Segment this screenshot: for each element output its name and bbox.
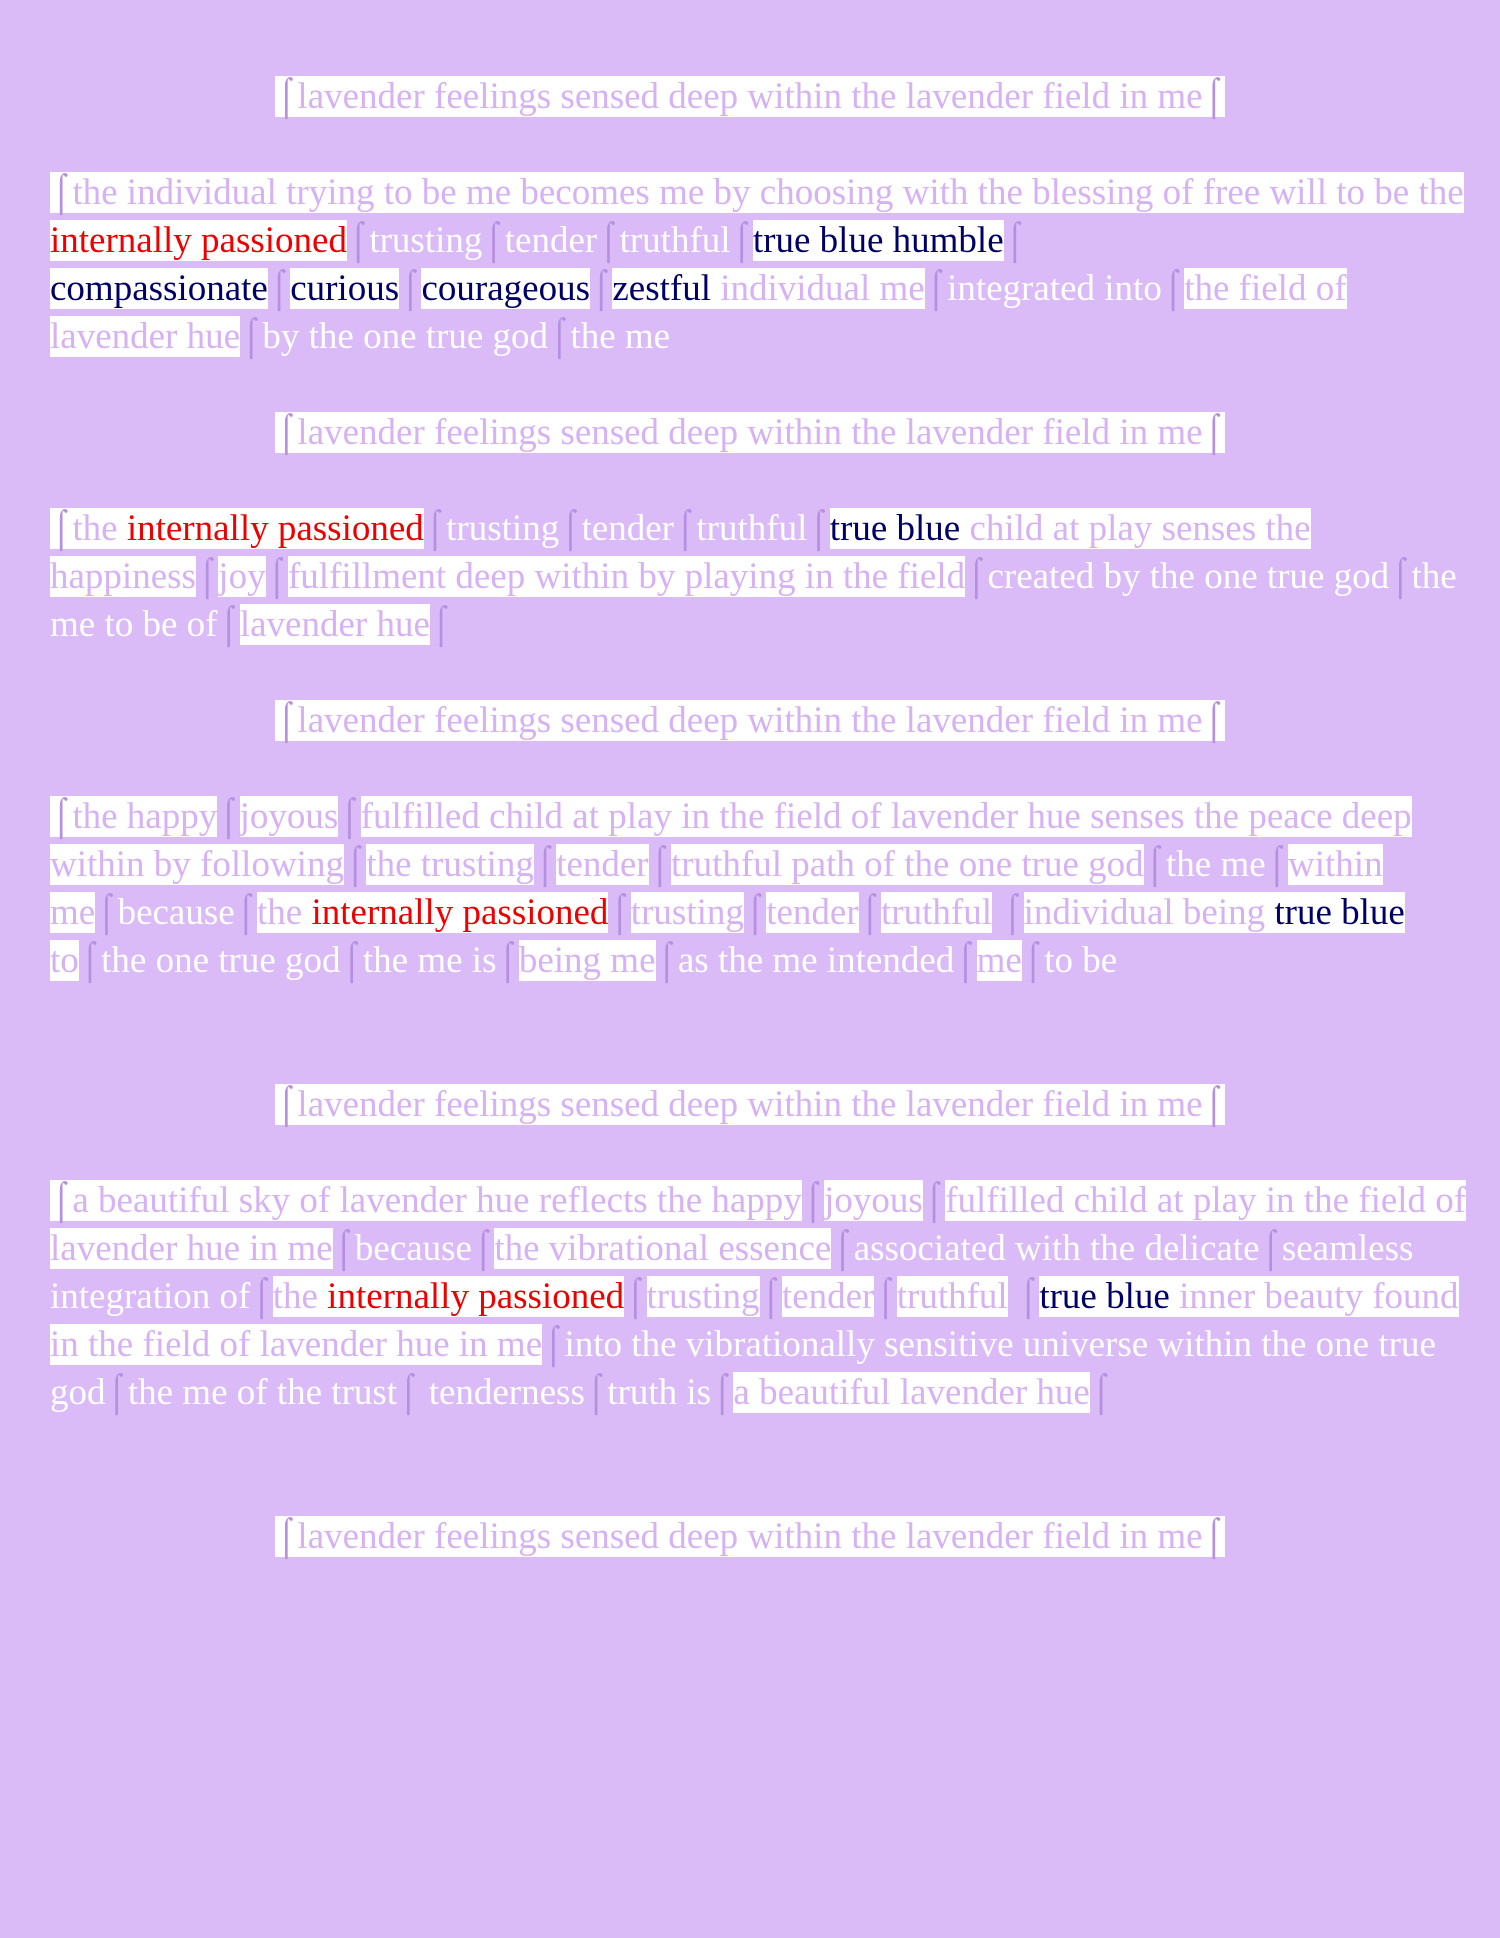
separator-mark: ⌠ [95, 892, 118, 933]
separator-mark: ⌠ [1389, 556, 1412, 597]
separator-mark: ⌠ [496, 940, 519, 981]
separator-mark: ⌠ [533, 844, 557, 885]
highlight-navy-text: compassionate [50, 268, 268, 309]
stanza-text: trusting [369, 220, 483, 261]
separator-mark: ⌠ [1202, 76, 1225, 117]
separator-mark: ⌠ [250, 1276, 273, 1317]
separator-mark: ⌠ [217, 604, 240, 645]
highlight-navy-text: true blue humble [752, 220, 1004, 261]
refrain-text: lavender feelings sensed deep within the lavender field in me [297, 1516, 1203, 1557]
separator-mark: ⌠ [542, 1324, 565, 1365]
separator-mark: ⌠ [807, 508, 830, 549]
separator-mark: ⌠ [1202, 1084, 1225, 1125]
separator-mark: ⌠ [965, 556, 988, 597]
separator-mark: ⌠ [924, 268, 948, 309]
separator-mark: ⌠ [217, 796, 240, 837]
separator-mark: ⌠ [730, 220, 753, 261]
separator-mark: ⌠ [1202, 1516, 1225, 1557]
stanza-text: truthful [896, 1276, 1008, 1317]
stanza-text: fulfilled child at play in the field of lavender hue in me [50, 1180, 1467, 1269]
separator-mark: ⌠ [1202, 700, 1225, 741]
separator-mark: ⌠ [234, 892, 258, 933]
stanza-4 [50, 1177, 1470, 1417]
separator-mark: ⌠ [597, 220, 620, 261]
highlight-navy-text: true blue [1274, 892, 1405, 933]
stanza-text: tender [766, 892, 859, 933]
refrain-line [0, 697, 1500, 745]
separator-mark: ⌠ [195, 556, 219, 597]
separator-mark: ⌠ [105, 1372, 128, 1413]
stanza-text: the happy [72, 796, 218, 837]
separator-mark: ⌠ [655, 940, 678, 981]
stanza-text: individual being [1023, 892, 1275, 933]
separator-mark: ⌠ [78, 940, 102, 981]
stanza-text: the [272, 1276, 328, 1317]
separator-mark: ⌠ [397, 1372, 420, 1413]
stanza-text: associated with the delicate [853, 1228, 1260, 1269]
stanza-3 [50, 793, 1470, 985]
separator-mark: ⌠ [343, 844, 367, 885]
separator-mark: ⌠ [1202, 412, 1225, 453]
stanza-text: the [257, 892, 312, 933]
stanza-text: me [976, 940, 1022, 981]
separator-mark: ⌠ [608, 892, 631, 933]
highlight-navy-text: zestful [612, 268, 711, 309]
separator-mark: ⌠ [275, 412, 298, 453]
stanza-text: fulfillment deep within by playing in the field [287, 556, 966, 597]
separator-mark: ⌠ [423, 508, 447, 549]
stanza-text: tender [556, 844, 649, 885]
separator-mark: ⌠ [711, 1372, 734, 1413]
stanza-text: individual me [710, 268, 925, 309]
stanza-text: by the one true god [262, 316, 549, 357]
refrain-text: lavender feelings sensed deep within the lavender field in me [297, 1084, 1203, 1125]
stanza-text: the field of lavender hue [50, 268, 1347, 357]
stanza-text: because [117, 892, 235, 933]
refrain-line [0, 409, 1500, 457]
separator-mark: ⌠ [1089, 1372, 1113, 1413]
stanza-text: joyous [239, 796, 339, 837]
stanza-text: trusting [630, 892, 744, 933]
separator-mark: ⌠ [584, 1372, 608, 1413]
separator-mark: ⌠ [346, 220, 370, 261]
separator-mark: ⌠ [275, 1084, 298, 1125]
stanza-text: the one true god [101, 940, 341, 981]
stanza-text: the me of the trust [127, 1372, 398, 1413]
stanza-text: being me [518, 940, 656, 981]
stanza-text: tender [581, 508, 675, 549]
separator-mark: ⌠ [1001, 892, 1024, 933]
stanza-text: tenderness [428, 1372, 585, 1413]
separator-mark: ⌠ [50, 172, 73, 213]
highlight-navy-text: courageous [421, 268, 590, 309]
separator-mark: ⌠ [275, 700, 298, 741]
stanza-text: as the me intended [677, 940, 955, 981]
stanza-text: lavender hue [239, 604, 430, 645]
separator-mark: ⌠ [874, 1276, 897, 1317]
stanza-text: tender [504, 220, 598, 261]
separator-mark: ⌠ [275, 76, 298, 117]
highlight-navy-text: true blue [1039, 1276, 1170, 1317]
separator-mark: ⌠ [338, 796, 361, 837]
highlight-navy-text: true blue [829, 508, 961, 549]
stanza-text: trusting [646, 1276, 760, 1317]
separator-mark: ⌠ [429, 604, 453, 645]
stanza-text: truthful [619, 220, 731, 261]
stanza-text: trusting [446, 508, 560, 549]
separator-mark: ⌠ [1143, 844, 1167, 885]
separator-mark: ⌠ [399, 268, 422, 309]
stanza-text: to [50, 940, 79, 981]
refrain-line [0, 73, 1500, 121]
refrain-line [0, 1513, 1500, 1561]
separator-mark: ⌠ [340, 940, 363, 981]
refrain-text: lavender feelings sensed deep within the lavender field in me [297, 412, 1203, 453]
separator-mark: ⌠ [265, 556, 288, 597]
highlight-navy-text: curious [290, 268, 400, 309]
stanza-text: to be [1044, 940, 1118, 981]
separator-mark: ⌠ [548, 316, 571, 357]
refrain-text: lavender feelings sensed deep within the lavender field in me [297, 76, 1203, 117]
separator-mark: ⌠ [831, 1228, 854, 1269]
stanza-text: the individual trying to be me becomes me by choosing with the blessing of free will to be the [72, 172, 1464, 213]
separator-mark: ⌠ [471, 1228, 495, 1269]
stanza-text: truth is [607, 1372, 712, 1413]
separator-mark: ⌠ [922, 1180, 946, 1221]
separator-mark: ⌠ [801, 1180, 825, 1221]
stanza-1 [50, 169, 1470, 361]
stanza-text: a beautiful lavender hue [733, 1372, 1090, 1413]
stanza-text: the me [570, 316, 671, 357]
stanza-text: a beautiful sky of lavender hue reflects the happy [72, 1180, 802, 1221]
separator-mark: ⌠ [1016, 1276, 1040, 1317]
separator-mark: ⌠ [240, 316, 263, 357]
separator-mark: ⌠ [267, 268, 291, 309]
separator-mark: ⌠ [1259, 1228, 1282, 1269]
separator-mark: ⌠ [50, 796, 73, 837]
stanza-text: the me [1166, 844, 1266, 885]
stanza-text: truthful [881, 892, 993, 933]
stanza-text: the trusting [366, 844, 534, 885]
stanza-text: tender [781, 1276, 875, 1317]
separator-mark: ⌠ [648, 844, 671, 885]
highlight-red-text: internally passioned [50, 220, 347, 261]
separator-mark: ⌠ [624, 1276, 647, 1317]
separator-mark: ⌠ [50, 508, 73, 549]
stanza-text: inner beauty found in the field of lavender hue in me [50, 1276, 1459, 1365]
separator-mark: ⌠ [332, 1228, 355, 1269]
separator-mark: ⌠ [275, 1516, 298, 1557]
refrain-line [0, 1081, 1500, 1129]
stanza-text: the [72, 508, 127, 549]
stanza-text: the vibrational essence [494, 1228, 832, 1269]
separator-mark: ⌠ [482, 220, 505, 261]
separator-mark: ⌠ [1003, 220, 1026, 261]
separator-mark: ⌠ [559, 508, 582, 549]
separator-mark: ⌠ [1265, 844, 1289, 885]
separator-mark: ⌠ [743, 892, 767, 933]
highlight-red-text: internally passioned [327, 1276, 625, 1317]
separator-mark: ⌠ [954, 940, 977, 981]
separator-mark: ⌠ [1021, 940, 1045, 981]
stanza-text: within me [50, 844, 1383, 933]
highlight-red-text: internally passioned [311, 892, 609, 933]
stanza-text: seamless integration of [50, 1228, 1414, 1317]
separator-mark: ⌠ [50, 1180, 73, 1221]
separator-mark: ⌠ [1161, 268, 1185, 309]
stanza-text: joy [218, 556, 266, 597]
separator-mark: ⌠ [589, 268, 613, 309]
stanza-text: into the vibrationally sensitive universe within the one true god [50, 1324, 1436, 1413]
highlight-red-text: internally passioned [126, 508, 424, 549]
stanza-text: truthful [696, 508, 808, 549]
separator-mark: ⌠ [674, 508, 697, 549]
stanza-text: joyous [824, 1180, 923, 1221]
refrain-text: lavender feelings sensed deep within the lavender field in me [297, 700, 1203, 741]
stanza-text: created by the one true god [987, 556, 1390, 597]
stanza-text: integrated into [947, 268, 1162, 309]
stanza-text: the me to be of [50, 556, 1457, 645]
stanza-2 [50, 505, 1470, 649]
separator-mark: ⌠ [858, 892, 882, 933]
stanza-text: fulfilled child at play in the field of lavender hue senses the peace deep within by following [50, 796, 1412, 885]
separator-mark: ⌠ [759, 1276, 782, 1317]
stanza-text: truthful path of the one true god [671, 844, 1144, 885]
stanza-text: child at play senses the happiness [50, 508, 1311, 597]
stanza-text: the me is [362, 940, 497, 981]
stanza-text: because [354, 1228, 472, 1269]
